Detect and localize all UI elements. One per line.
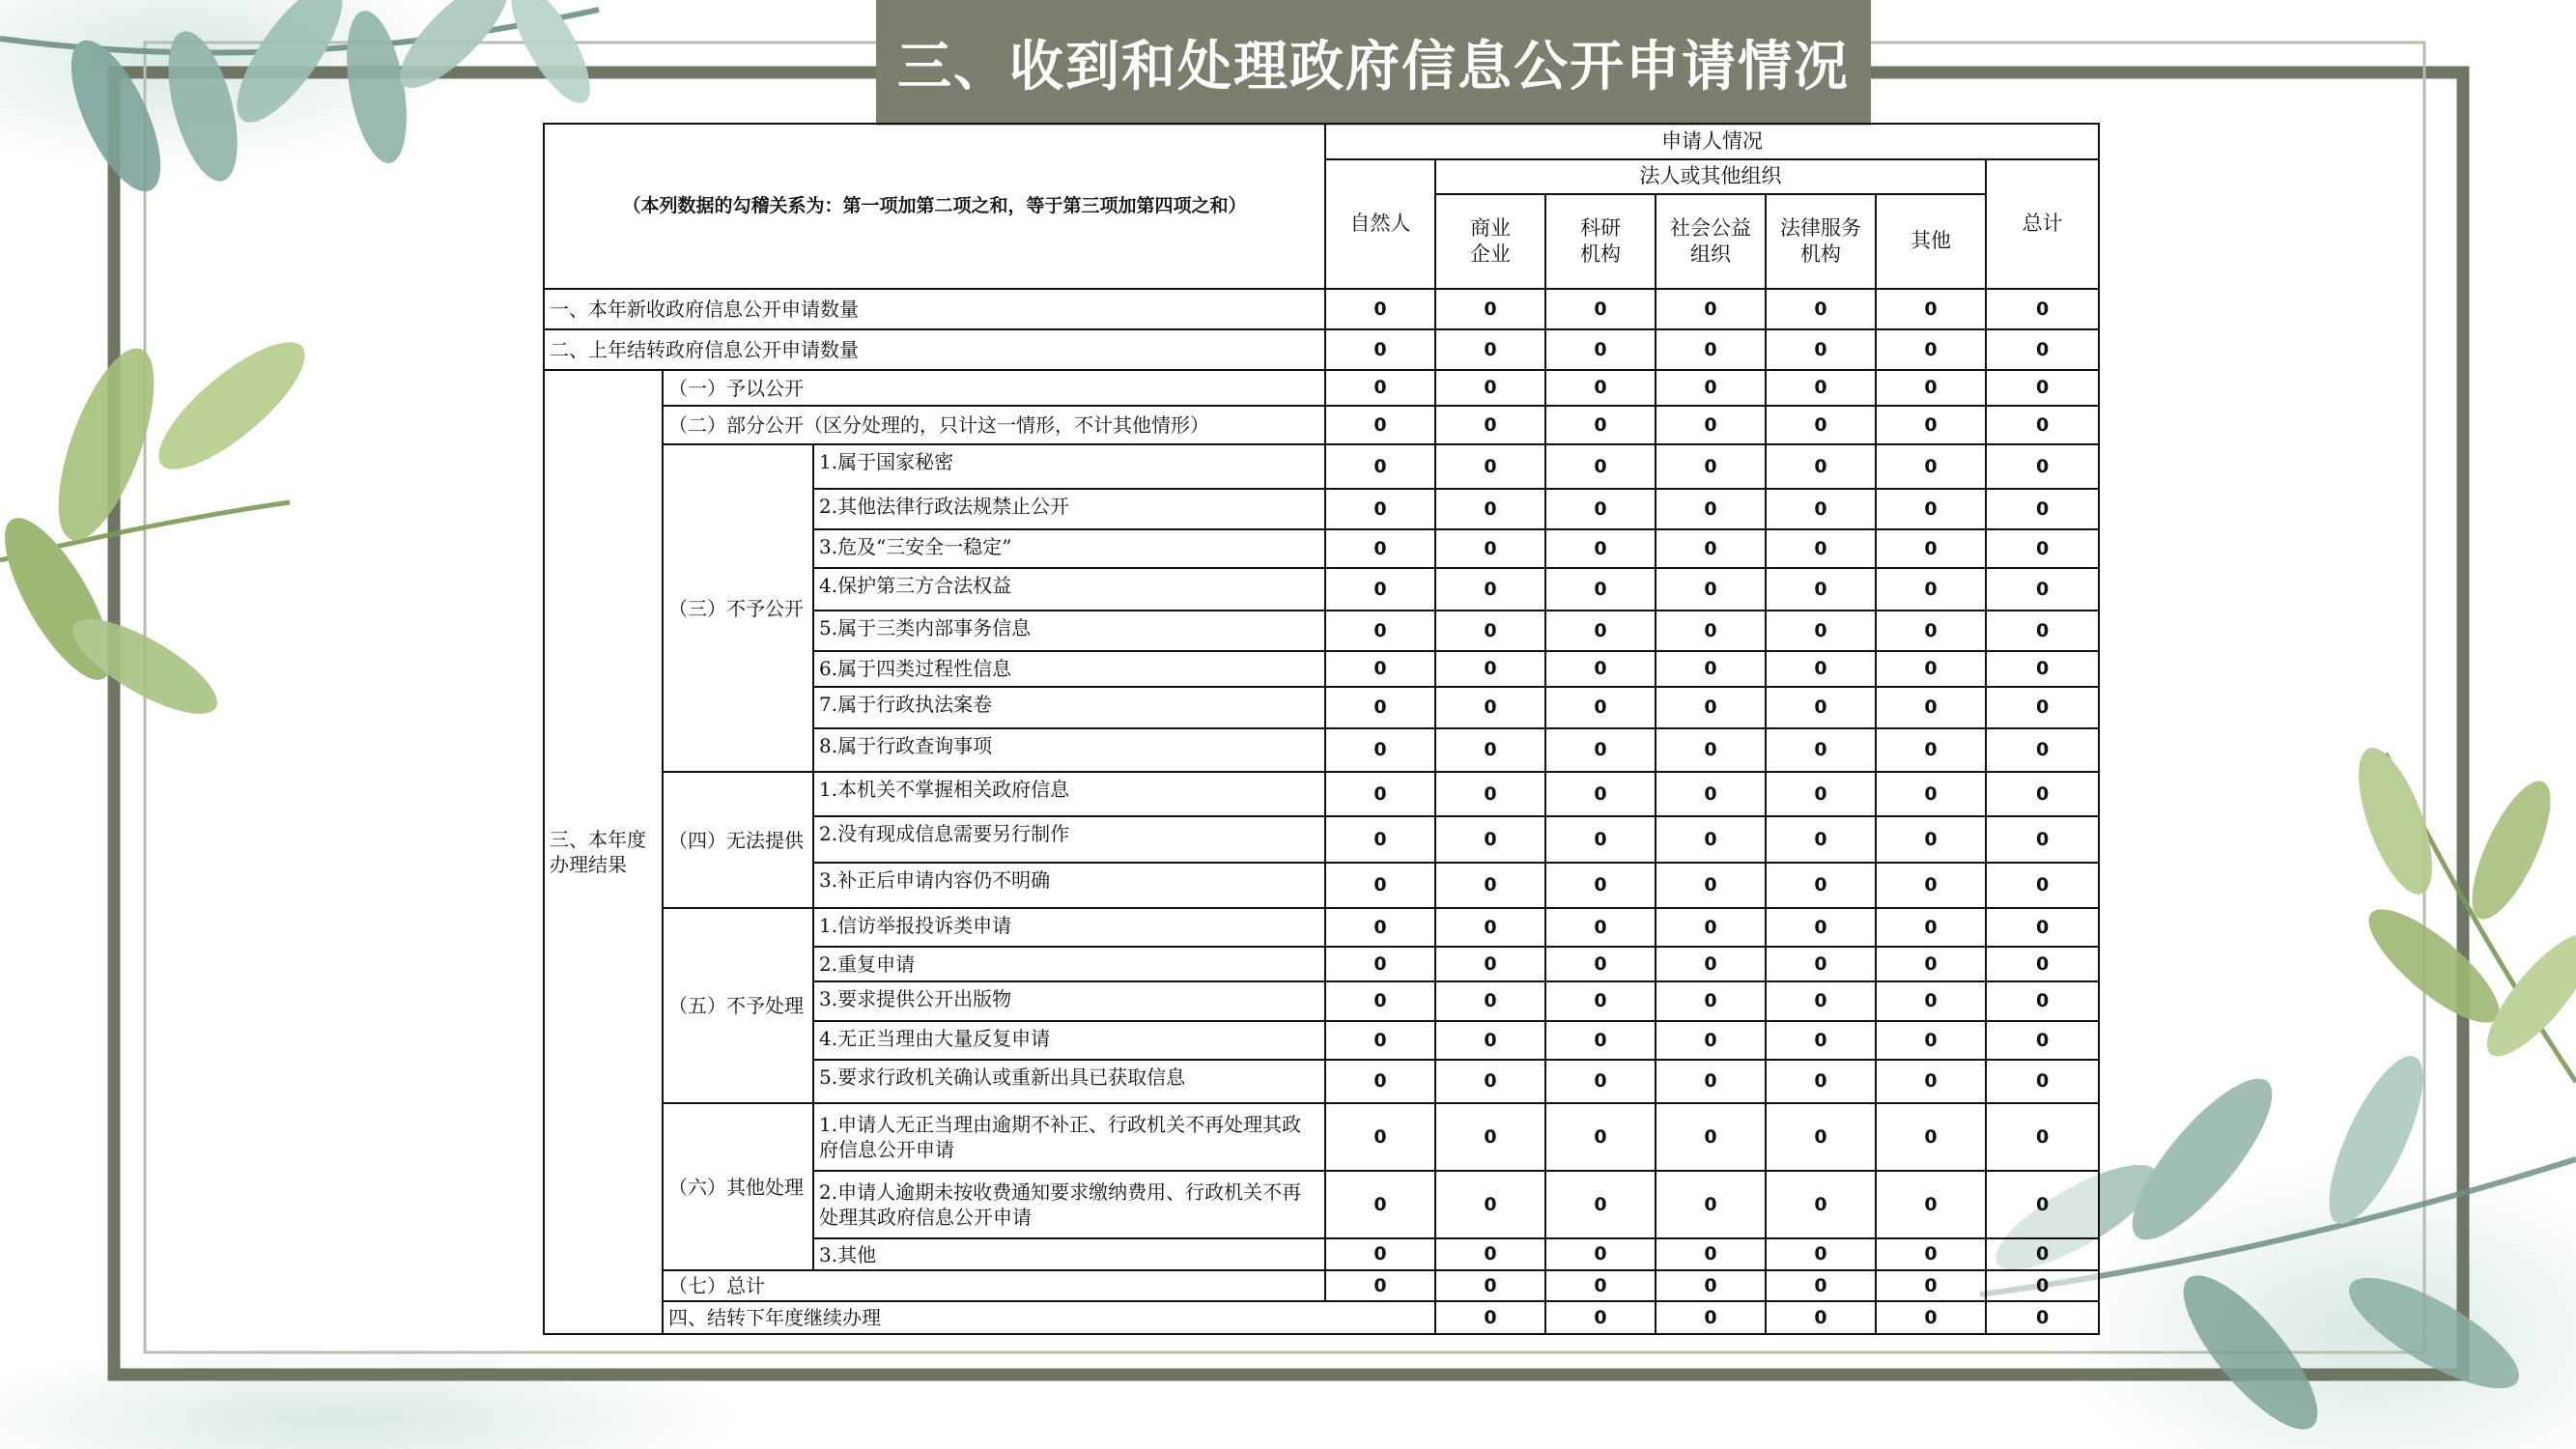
header-total: 总计 <box>1986 159 2099 289</box>
value-cell: 0 <box>1545 1171 1656 1238</box>
value-cell: 0 <box>1876 489 1986 529</box>
value-cell: 0 <box>1435 947 1545 981</box>
header-research: 科研 机构 <box>1545 194 1656 289</box>
value-cell: 0 <box>1325 568 1435 611</box>
value-cell: 0 <box>1876 289 1986 329</box>
value-cell: 0 <box>1435 289 1545 329</box>
value-cell: 0 <box>1325 981 1435 1021</box>
value-cell: 0 <box>1766 289 1876 329</box>
value-cell: 0 <box>1545 489 1656 529</box>
group-label: （四）无法提供 <box>663 772 813 908</box>
value-cell: 0 <box>1766 1270 1876 1301</box>
value-cell: 0 <box>1435 981 1545 1021</box>
value-cell: 0 <box>1656 1301 1766 1334</box>
value-cell: 0 <box>1435 611 1545 651</box>
value-cell: 0 <box>1545 1238 1656 1270</box>
title-banner <box>876 0 1871 126</box>
row-label: 2.重复申请 <box>813 947 1325 981</box>
group-label: （五）不予处理 <box>663 908 813 1103</box>
value-cell: 0 <box>1325 908 1435 947</box>
value-cell: 0 <box>1325 1238 1435 1270</box>
value-cell: 0 <box>1435 728 1545 772</box>
row-label: 8.属于行政查询事项 <box>813 728 1325 772</box>
value-cell: 0 <box>1656 1238 1766 1270</box>
value-cell: 0 <box>1435 568 1545 611</box>
header-natural-person: 自然人 <box>1325 159 1435 289</box>
value-cell: 0 <box>1766 1171 1876 1238</box>
row-label: 1.属于国家秘密 <box>813 444 1325 489</box>
value-cell: 0 <box>1325 611 1435 651</box>
value-cell: 0 <box>1876 611 1986 651</box>
value-cell: 0 <box>1876 651 1986 687</box>
value-cell: 0 <box>1435 529 1545 568</box>
value-cell: 0 <box>1876 1238 1986 1270</box>
value-cell: 0 <box>1656 406 1766 444</box>
value-cell: 0 <box>1986 370 2099 406</box>
value-cell: 0 <box>1325 1171 1435 1238</box>
value-cell: 0 <box>1545 728 1656 772</box>
value-cell: 0 <box>1435 329 1545 370</box>
value-cell: 0 <box>1766 489 1876 529</box>
value-cell: 0 <box>1766 863 1876 908</box>
group-label: （三）不予公开 <box>663 444 813 772</box>
value-cell: 0 <box>1435 1238 1545 1270</box>
value-cell: 0 <box>1986 611 2099 651</box>
value-cell: 0 <box>1986 1171 2099 1238</box>
value-cell: 0 <box>1766 529 1876 568</box>
value-cell: 0 <box>1876 687 1986 728</box>
value-cell: 0 <box>1325 1103 1435 1171</box>
value-cell: 0 <box>1766 981 1876 1021</box>
value-cell: 0 <box>1545 1270 1656 1301</box>
value-cell: 0 <box>1545 1060 1656 1103</box>
value-cell: 0 <box>1545 863 1656 908</box>
value-cell: 0 <box>1325 370 1435 406</box>
row-label: （一）予以公开 <box>663 370 1325 406</box>
row-label: （七）总计 <box>663 1270 1325 1301</box>
row-label: 四、结转下年度继续办理 <box>663 1301 1435 1334</box>
value-cell: 0 <box>1325 289 1435 329</box>
value-cell: 0 <box>1876 1021 1986 1060</box>
value-cell: 0 <box>1545 947 1656 981</box>
row-label: 3.危及“三安全一稳定” <box>813 529 1325 568</box>
value-cell: 0 <box>1435 1270 1545 1301</box>
value-cell: 0 <box>1656 370 1766 406</box>
value-cell: 0 <box>1876 568 1986 611</box>
leaf-sprig-left-icon <box>0 323 322 730</box>
row-label: 2.没有现成信息需要另行制作 <box>813 816 1325 863</box>
row-label: 2.其他法律行政法规禁止公开 <box>813 489 1325 529</box>
row-label: 5.要求行政机关确认或重新出具已获取信息 <box>813 1060 1325 1103</box>
row-label: 3.补正后申请内容仍不明确 <box>813 863 1325 908</box>
value-cell: 0 <box>1766 947 1876 981</box>
value-cell: 0 <box>1986 908 2099 947</box>
value-cell: 0 <box>1656 1021 1766 1060</box>
row-label: 5.属于三类内部事务信息 <box>813 611 1325 651</box>
value-cell: 0 <box>1545 370 1656 406</box>
section-label: 三、本年度办理结果 <box>544 370 663 1334</box>
value-cell: 0 <box>1325 816 1435 863</box>
row-label: 1.信访举报投诉类申请 <box>813 908 1325 947</box>
value-cell: 0 <box>1876 1103 1986 1171</box>
value-cell: 0 <box>1656 1171 1766 1238</box>
value-cell: 0 <box>1986 651 2099 687</box>
value-cell: 0 <box>1766 1238 1876 1270</box>
value-cell: 0 <box>1656 289 1766 329</box>
value-cell: 0 <box>1656 863 1766 908</box>
value-cell: 0 <box>1986 772 2099 816</box>
value-cell: 0 <box>1876 908 1986 947</box>
value-cell: 0 <box>1545 611 1656 651</box>
value-cell: 0 <box>1656 1270 1766 1301</box>
value-cell: 0 <box>1876 863 1986 908</box>
header-applicant: 申请人情况 <box>1325 124 2099 159</box>
value-cell: 0 <box>1325 651 1435 687</box>
value-cell: 0 <box>1545 329 1656 370</box>
value-cell: 0 <box>1876 981 1986 1021</box>
value-cell: 0 <box>1435 1103 1545 1171</box>
value-cell: 0 <box>1545 444 1656 489</box>
value-cell: 0 <box>1325 489 1435 529</box>
value-cell: 0 <box>1656 687 1766 728</box>
row-label: 1.申请人无正当理由逾期不补正、行政机关不再处理其政府信息公开申请 <box>813 1103 1325 1171</box>
value-cell: 0 <box>1435 863 1545 908</box>
value-cell: 0 <box>1986 1301 2099 1334</box>
value-cell: 0 <box>1435 370 1545 406</box>
value-cell: 0 <box>1656 489 1766 529</box>
info-disclosure-table <box>543 123 2100 1335</box>
value-cell: 0 <box>1766 772 1876 816</box>
value-cell: 0 <box>1766 908 1876 947</box>
header-note: （本列数据的勾稽关系为：第一项加第二项之和，等于第三项加第四项之和） <box>544 124 1325 289</box>
value-cell: 0 <box>1435 772 1545 816</box>
value-cell: 0 <box>1986 444 2099 489</box>
value-cell: 0 <box>1656 728 1766 772</box>
row-label: 6.属于四类过程性信息 <box>813 651 1325 687</box>
value-cell: 0 <box>1435 1021 1545 1060</box>
value-cell: 0 <box>1325 947 1435 981</box>
value-cell: 0 <box>1766 329 1876 370</box>
value-cell: 0 <box>1766 1103 1876 1171</box>
value-cell: 0 <box>1876 947 1986 981</box>
value-cell: 0 <box>1766 816 1876 863</box>
value-cell: 0 <box>1986 1238 2099 1270</box>
value-cell: 0 <box>1435 406 1545 444</box>
row-label: 4.保护第三方合法权益 <box>813 568 1325 611</box>
value-cell: 0 <box>1986 981 2099 1021</box>
header-legal-org: 法人或其他组织 <box>1435 159 1986 194</box>
row-label: 一、本年新收政府信息公开申请数量 <box>544 289 1325 329</box>
value-cell: 0 <box>1545 406 1656 444</box>
value-cell: 0 <box>1435 908 1545 947</box>
value-cell: 0 <box>1986 529 2099 568</box>
row-label: 3.其他 <box>813 1238 1325 1270</box>
value-cell: 0 <box>1435 1301 1545 1334</box>
value-cell: 0 <box>1545 981 1656 1021</box>
row-label: （二）部分公开（区分处理的，只计这一情形，不计其他情形） <box>663 406 1325 444</box>
value-cell: 0 <box>1656 568 1766 611</box>
value-cell: 0 <box>1986 947 2099 981</box>
value-cell: 0 <box>1766 444 1876 489</box>
value-cell: 0 <box>1656 1103 1766 1171</box>
value-cell: 0 <box>1656 908 1766 947</box>
value-cell: 0 <box>1986 406 2099 444</box>
value-cell: 0 <box>1986 568 2099 611</box>
value-cell: 0 <box>1986 728 2099 772</box>
value-cell: 0 <box>1545 908 1656 947</box>
value-cell: 0 <box>1656 981 1766 1021</box>
value-cell: 0 <box>1876 1301 1986 1334</box>
value-cell: 0 <box>1656 816 1766 863</box>
value-cell: 0 <box>1766 611 1876 651</box>
value-cell: 0 <box>1876 728 1986 772</box>
value-cell: 0 <box>1545 289 1656 329</box>
value-cell: 0 <box>1986 1021 2099 1060</box>
header-other: 其他 <box>1876 194 1986 289</box>
value-cell: 0 <box>1656 611 1766 651</box>
value-cell: 0 <box>1325 406 1435 444</box>
value-cell: 0 <box>1435 444 1545 489</box>
value-cell: 0 <box>1986 1103 2099 1171</box>
value-cell: 0 <box>1325 1060 1435 1103</box>
value-cell: 0 <box>1986 816 2099 863</box>
value-cell: 0 <box>1435 687 1545 728</box>
value-cell: 0 <box>1545 1021 1656 1060</box>
value-cell: 0 <box>1766 568 1876 611</box>
value-cell: 0 <box>1325 863 1435 908</box>
value-cell: 0 <box>1545 651 1656 687</box>
value-cell: 0 <box>1766 370 1876 406</box>
value-cell: 0 <box>1435 816 1545 863</box>
value-cell: 0 <box>1986 1270 2099 1301</box>
value-cell: 0 <box>1876 444 1986 489</box>
value-cell: 0 <box>1325 687 1435 728</box>
value-cell: 0 <box>1656 529 1766 568</box>
value-cell: 0 <box>1986 289 2099 329</box>
row-label: 4.无正当理由大量反复申请 <box>813 1021 1325 1060</box>
row-label: 1.本机关不掌握相关政府信息 <box>813 772 1325 816</box>
header-business: 商业 企业 <box>1435 194 1545 289</box>
value-cell: 0 <box>1876 529 1986 568</box>
value-cell: 0 <box>1876 406 1986 444</box>
value-cell: 0 <box>1986 329 2099 370</box>
value-cell: 0 <box>1766 728 1876 772</box>
value-cell: 0 <box>1545 687 1656 728</box>
value-cell: 0 <box>1656 651 1766 687</box>
value-cell: 0 <box>1545 568 1656 611</box>
page-title: 三、收到和处理政府信息公开申请情况 <box>897 36 1850 99</box>
value-cell: 0 <box>1876 1171 1986 1238</box>
value-cell: 0 <box>1545 816 1656 863</box>
value-cell: 0 <box>1435 489 1545 529</box>
value-cell: 0 <box>1325 329 1435 370</box>
value-cell: 0 <box>1766 1301 1876 1334</box>
value-cell: 0 <box>1766 687 1876 728</box>
value-cell: 0 <box>1876 1060 1986 1103</box>
value-cell: 0 <box>1435 651 1545 687</box>
value-cell: 0 <box>1986 489 2099 529</box>
value-cell: 0 <box>1656 444 1766 489</box>
header-public-welfare: 社会公益 组织 <box>1656 194 1766 289</box>
value-cell: 0 <box>1325 772 1435 816</box>
value-cell: 0 <box>1876 329 1986 370</box>
row-label: 3.要求提供公开出版物 <box>813 981 1325 1021</box>
value-cell: 0 <box>1656 1060 1766 1103</box>
value-cell: 0 <box>1325 1021 1435 1060</box>
value-cell: 0 <box>1656 772 1766 816</box>
value-cell: 0 <box>1325 529 1435 568</box>
value-cell: 0 <box>1325 728 1435 772</box>
value-cell: 0 <box>1545 1103 1656 1171</box>
value-cell: 0 <box>1766 1060 1876 1103</box>
group-label: （六）其他处理 <box>663 1103 813 1270</box>
header-legal-service: 法律服务 机构 <box>1766 194 1876 289</box>
value-cell: 0 <box>1435 1171 1545 1238</box>
value-cell: 0 <box>1876 370 1986 406</box>
row-label: 2.申请人逾期未按收费通知要求缴纳费用、行政机关不再处理其政府信息公开申请 <box>813 1171 1325 1238</box>
value-cell: 0 <box>1986 863 2099 908</box>
row-label: 二、上年结转政府信息公开申请数量 <box>544 329 1325 370</box>
value-cell: 0 <box>1986 1060 2099 1103</box>
value-cell: 0 <box>1986 687 2099 728</box>
value-cell: 0 <box>1545 529 1656 568</box>
value-cell: 0 <box>1545 1301 1656 1334</box>
value-cell: 0 <box>1766 651 1876 687</box>
value-cell: 0 <box>1325 444 1435 489</box>
value-cell: 0 <box>1876 816 1986 863</box>
value-cell: 0 <box>1766 406 1876 444</box>
value-cell: 0 <box>1656 947 1766 981</box>
value-cell: 0 <box>1325 1270 1435 1301</box>
value-cell: 0 <box>1766 1021 1876 1060</box>
value-cell: 0 <box>1545 772 1656 816</box>
value-cell: 0 <box>1435 1060 1545 1103</box>
value-cell: 0 <box>1656 329 1766 370</box>
row-label: 7.属于行政执法案卷 <box>813 687 1325 728</box>
value-cell: 0 <box>1876 772 1986 816</box>
value-cell: 0 <box>1876 1270 1986 1301</box>
